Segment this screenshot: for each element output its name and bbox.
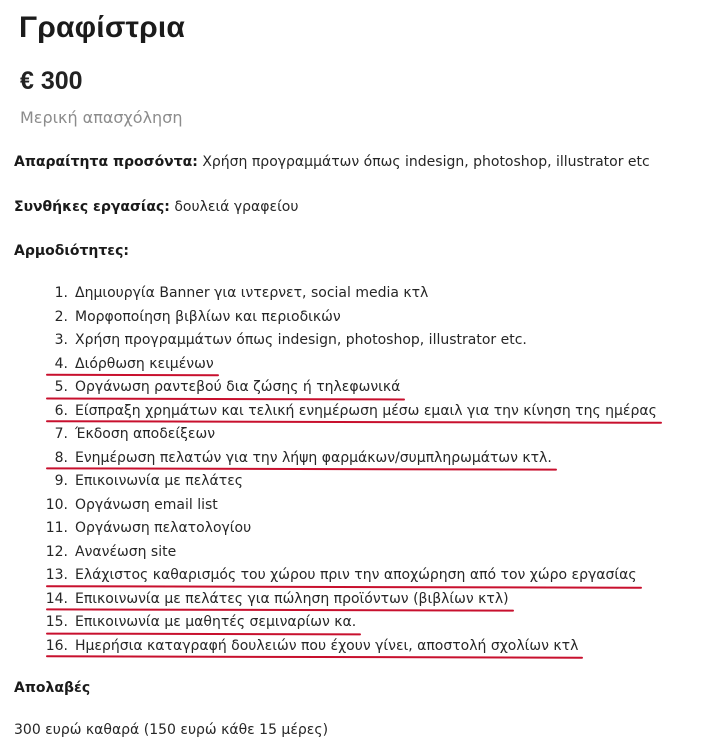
duty-item <box>0 329 720 353</box>
duty-item <box>0 564 720 588</box>
duty-item <box>0 447 720 471</box>
duty-item <box>0 282 720 306</box>
duty-text: Οργάνωση email list <box>75 496 218 513</box>
duty-text: Είσπραξη χρημάτων και τελική ενημέρωση μέσω εμαιλ για την κίνηση της ημέρας <box>75 402 657 419</box>
duties-list <box>0 282 720 658</box>
duty-text: Ελάχιστος καθαρισμός του χώρου πριν την αποχώρηση από τον χώρο εργασίας <box>75 567 637 583</box>
conditions-field <box>14 196 298 218</box>
duty-item <box>0 611 720 635</box>
duty-number: 11. <box>45 520 68 536</box>
duty-text: Επικοινωνία με πελάτες <box>75 473 243 489</box>
duty-text: Οργάνωση ραντεβού δια ζώσης ή τηλεφωνικά <box>75 379 401 395</box>
duty-item <box>0 541 720 565</box>
benefits-value: 300 ευρώ καθαρά (150 ευρώ κάθε 15 μέρες) <box>14 722 329 738</box>
duty-text: Μορφοποίηση βιβλίων και περιοδικών <box>75 308 341 325</box>
duty-text: Ανανέωση site <box>75 543 177 560</box>
duty-item <box>0 588 720 612</box>
duty-text: Έκδοση αποδείξεων <box>75 426 216 442</box>
duty-text: Επικοινωνία με μαθητές σεμιναρίων κα. <box>75 614 357 630</box>
duty-number: 4. <box>54 355 68 372</box>
duty-number: 15. <box>45 614 68 630</box>
duty-text: Διόρθωση κειμένων <box>75 355 214 372</box>
duty-number: 3. <box>54 332 68 348</box>
duty-item <box>0 306 720 330</box>
duty-text: Ενημέρωση πελατών για την λήψη φαρμάκων/συμπληρωμάτων κτλ. <box>75 449 552 466</box>
duty-number: 13. <box>45 567 68 583</box>
requirements-field <box>14 151 650 173</box>
salary-amount: € 300 <box>20 67 83 95</box>
conditions-value: δουλειά γραφείου <box>174 199 299 215</box>
benefits-heading: Απολαβές <box>14 680 91 696</box>
duty-number: 16. <box>45 637 68 654</box>
duty-text: Οργάνωση πελατολογίου <box>75 520 252 536</box>
duty-item <box>0 635 720 659</box>
duty-number: 6. <box>54 402 68 419</box>
duty-number: 2. <box>54 308 68 325</box>
duties-heading: Αρμοδιότητες: <box>14 243 129 259</box>
requirements-label: Απαραίτητα προσόντα: <box>14 154 198 170</box>
duty-item <box>0 494 720 518</box>
duty-number: 8. <box>54 449 68 466</box>
duty-item <box>0 400 720 424</box>
duty-number: 14. <box>45 590 68 607</box>
duty-item <box>0 517 720 541</box>
duty-text: Επικοινωνία με πελάτες για πώληση προϊόντων (βιβλίων κτλ) <box>75 590 509 607</box>
duty-number: 9. <box>54 473 68 489</box>
requirements-value: Χρήση προγραμμάτων όπως indesign, photoshop, illustrator etc <box>202 154 650 170</box>
highlight-underline <box>46 655 583 658</box>
duty-text: Ημερήσια καταγραφή δουλειών που έχουν γίνει, αποστολή σχολίων κτλ <box>75 637 579 654</box>
job-title: Γραφίστρια <box>19 11 186 44</box>
duty-item <box>0 353 720 377</box>
employment-type: Μερική απασχόληση <box>20 108 183 127</box>
duty-item <box>0 376 720 400</box>
duty-text: Χρήση προγραμμάτων όπως indesign, photoshop, illustrator etc. <box>75 332 527 348</box>
duty-number: 1. <box>54 285 68 301</box>
duty-number: 10. <box>45 496 68 513</box>
duty-number: 5. <box>54 379 68 395</box>
duty-number: 7. <box>54 426 68 442</box>
duty-number: 12. <box>45 543 68 560</box>
duty-item <box>0 470 720 494</box>
duty-text: Δημιουργία Banner για ιντερνετ, social media κτλ <box>75 285 429 301</box>
duty-item <box>0 423 720 447</box>
conditions-label: Συνθήκες εργασίας: <box>14 199 170 215</box>
